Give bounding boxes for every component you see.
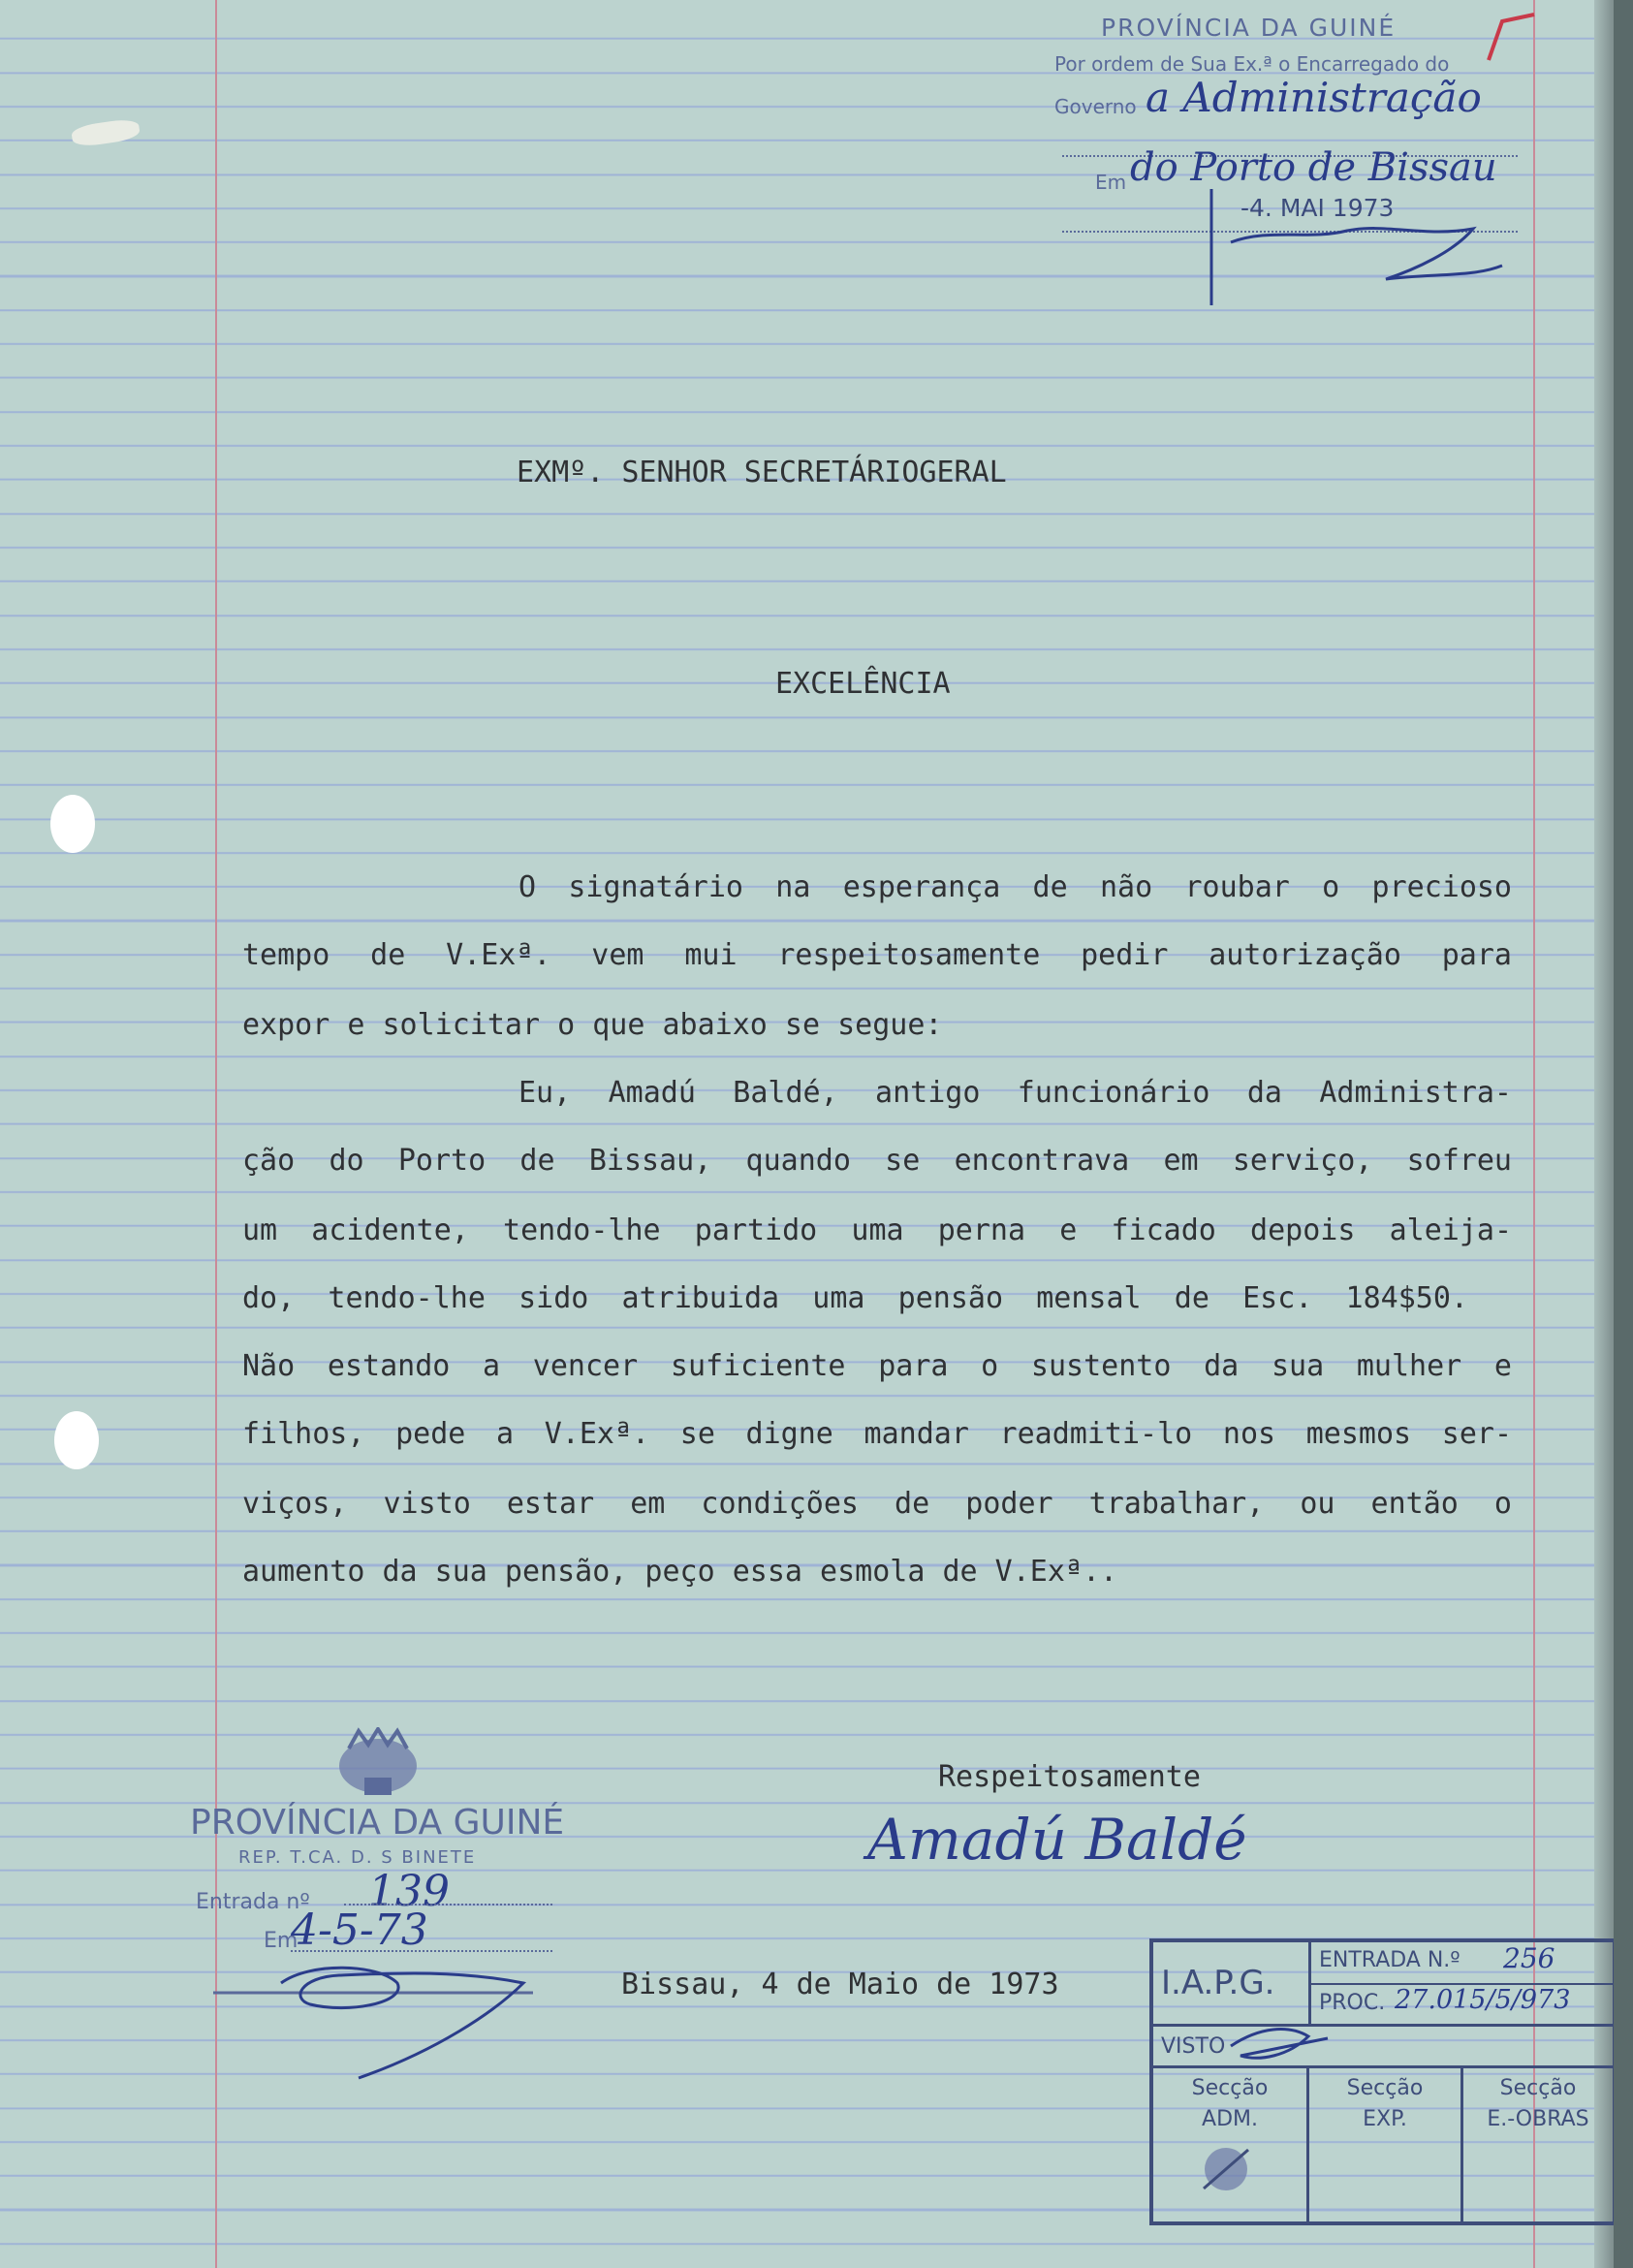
iapg-section-adm-code: ADM. <box>1202 2107 1258 2131</box>
body-line-1: O signatário na esperança de não roubar o precioso <box>518 870 1512 904</box>
body-line-11: aumento da sua pensão, peço essa esmola de V.Exª.. <box>242 1555 1118 1589</box>
header-stamp-em-label: Em <box>1095 171 1127 194</box>
entry-stamp-title: PROVÍNCIA DA GUINÉ <box>190 1803 565 1843</box>
body-line-7: do, tendo-lhe sido atribuida uma pensão mensal de Esc. 184$50. <box>242 1281 1468 1315</box>
iapg-visto-signature <box>1221 2017 1337 2071</box>
signature: Amadú Baldé <box>867 1807 1247 1873</box>
body-line-3: expor e solicitar o que abaixo se segue: <box>242 1008 943 1042</box>
iapg-section-adm-name: Secção <box>1191 2076 1269 2100</box>
entry-stamp-subtitle: REP. T.CA. D. S BINETE <box>238 1847 477 1868</box>
header-stamp-date: -4. MAI 1973 <box>1240 194 1395 222</box>
entry-stamp-entrada-value: 139 <box>368 1867 450 1916</box>
body-line-8: Não estando a vencer suficiente para o sustento da sua mulher e <box>242 1349 1512 1383</box>
iapg-section-obras <box>1463 2068 1613 2221</box>
iapg-stamp <box>1149 1938 1614 2225</box>
check-mark <box>1481 10 1539 68</box>
iapg-title: I.A.P.G. <box>1161 1964 1275 2002</box>
iapg-proc-cell <box>1311 1985 1613 2024</box>
entry-stamp-em-label: Em <box>264 1929 298 1953</box>
entry-stamp-initials <box>204 1954 552 2080</box>
iapg-section-exp-name: Secção <box>1346 2076 1424 2100</box>
addressee-line: EXMº. SENHOR SECRETÁRIOGERAL <box>517 456 1007 489</box>
punch-hole-top <box>50 795 95 853</box>
body-line-10: viços, visto estar em condições de poder trabalhar, ou então o <box>242 1487 1512 1521</box>
entry-stamp-dotline-2 <box>291 1950 552 1952</box>
paper-tear <box>71 117 141 148</box>
iapg-section-exp-code: EXP. <box>1363 2107 1407 2131</box>
header-initials-signature <box>1192 184 1512 315</box>
punch-hole-bottom <box>54 1411 99 1469</box>
paper-edge <box>1594 0 1614 2268</box>
body-line-2: tempo de V.Exª. vem mui respeitosamente pedir autorização para <box>242 938 1512 972</box>
iapg-proc-value: 27.015/5/973 <box>1395 1985 1571 2015</box>
closing: Respeitosamente <box>938 1760 1201 1794</box>
entry-stamp-entrada-label: Entrada nº <box>196 1890 310 1914</box>
header-stamp-governo-label: Governo <box>1054 95 1137 118</box>
entry-stamp-em-value: 4-5-73 <box>291 1906 428 1955</box>
right-margin-line <box>1533 0 1535 2268</box>
iapg-visto-label: VISTO <box>1161 2034 1226 2059</box>
header-stamp-line1: Por ordem de Sua Ex.ª o Encarregado do <box>1054 52 1450 76</box>
iapg-section-obras-name: Secção <box>1499 2076 1577 2100</box>
iapg-stamp-emblem <box>1192 2142 1260 2196</box>
header-stamp-governo-value: a Administração <box>1146 74 1482 121</box>
iapg-title-cell <box>1153 1942 1311 2024</box>
iapg-section-exp <box>1309 2068 1463 2221</box>
header-stamp-title: PROVÍNCIA DA GUINÉ <box>1101 14 1397 42</box>
iapg-section-obras-code: E.-OBRAS <box>1487 2107 1589 2131</box>
iapg-entrada-value: 256 <box>1503 1942 1555 1974</box>
iapg-visto-cell <box>1153 2024 1613 2068</box>
body-line-5: ção do Porto de Bissau, quando se encontrava em serviço, sofreu <box>242 1144 1512 1178</box>
header-stamp-em-value: do Porto de Bissau <box>1130 145 1497 190</box>
body-line-9: filhos, pede a V.Exª. se digne mandar readmiti-lo nos mesmos ser- <box>242 1417 1512 1451</box>
coat-of-arms-emblem <box>330 1727 426 1799</box>
iapg-proc-label: PROC. <box>1319 1991 1386 2015</box>
iapg-entrada-label: ENTRADA N.º <box>1319 1948 1460 1972</box>
body-line-6: um acidente, tendo-lhe partido uma perna e ficado depois aleija- <box>242 1213 1512 1247</box>
body-line-4: Eu, Amadú Baldé, antigo funcionário da Administra- <box>518 1076 1512 1110</box>
iapg-section-adm <box>1153 2068 1309 2221</box>
salutation: EXCELÊNCIA <box>775 667 951 701</box>
iapg-entrada-cell <box>1311 1942 1613 1985</box>
left-margin-line <box>215 0 217 2268</box>
place-date: Bissau, 4 de Maio de 1973 <box>621 1968 1059 2001</box>
